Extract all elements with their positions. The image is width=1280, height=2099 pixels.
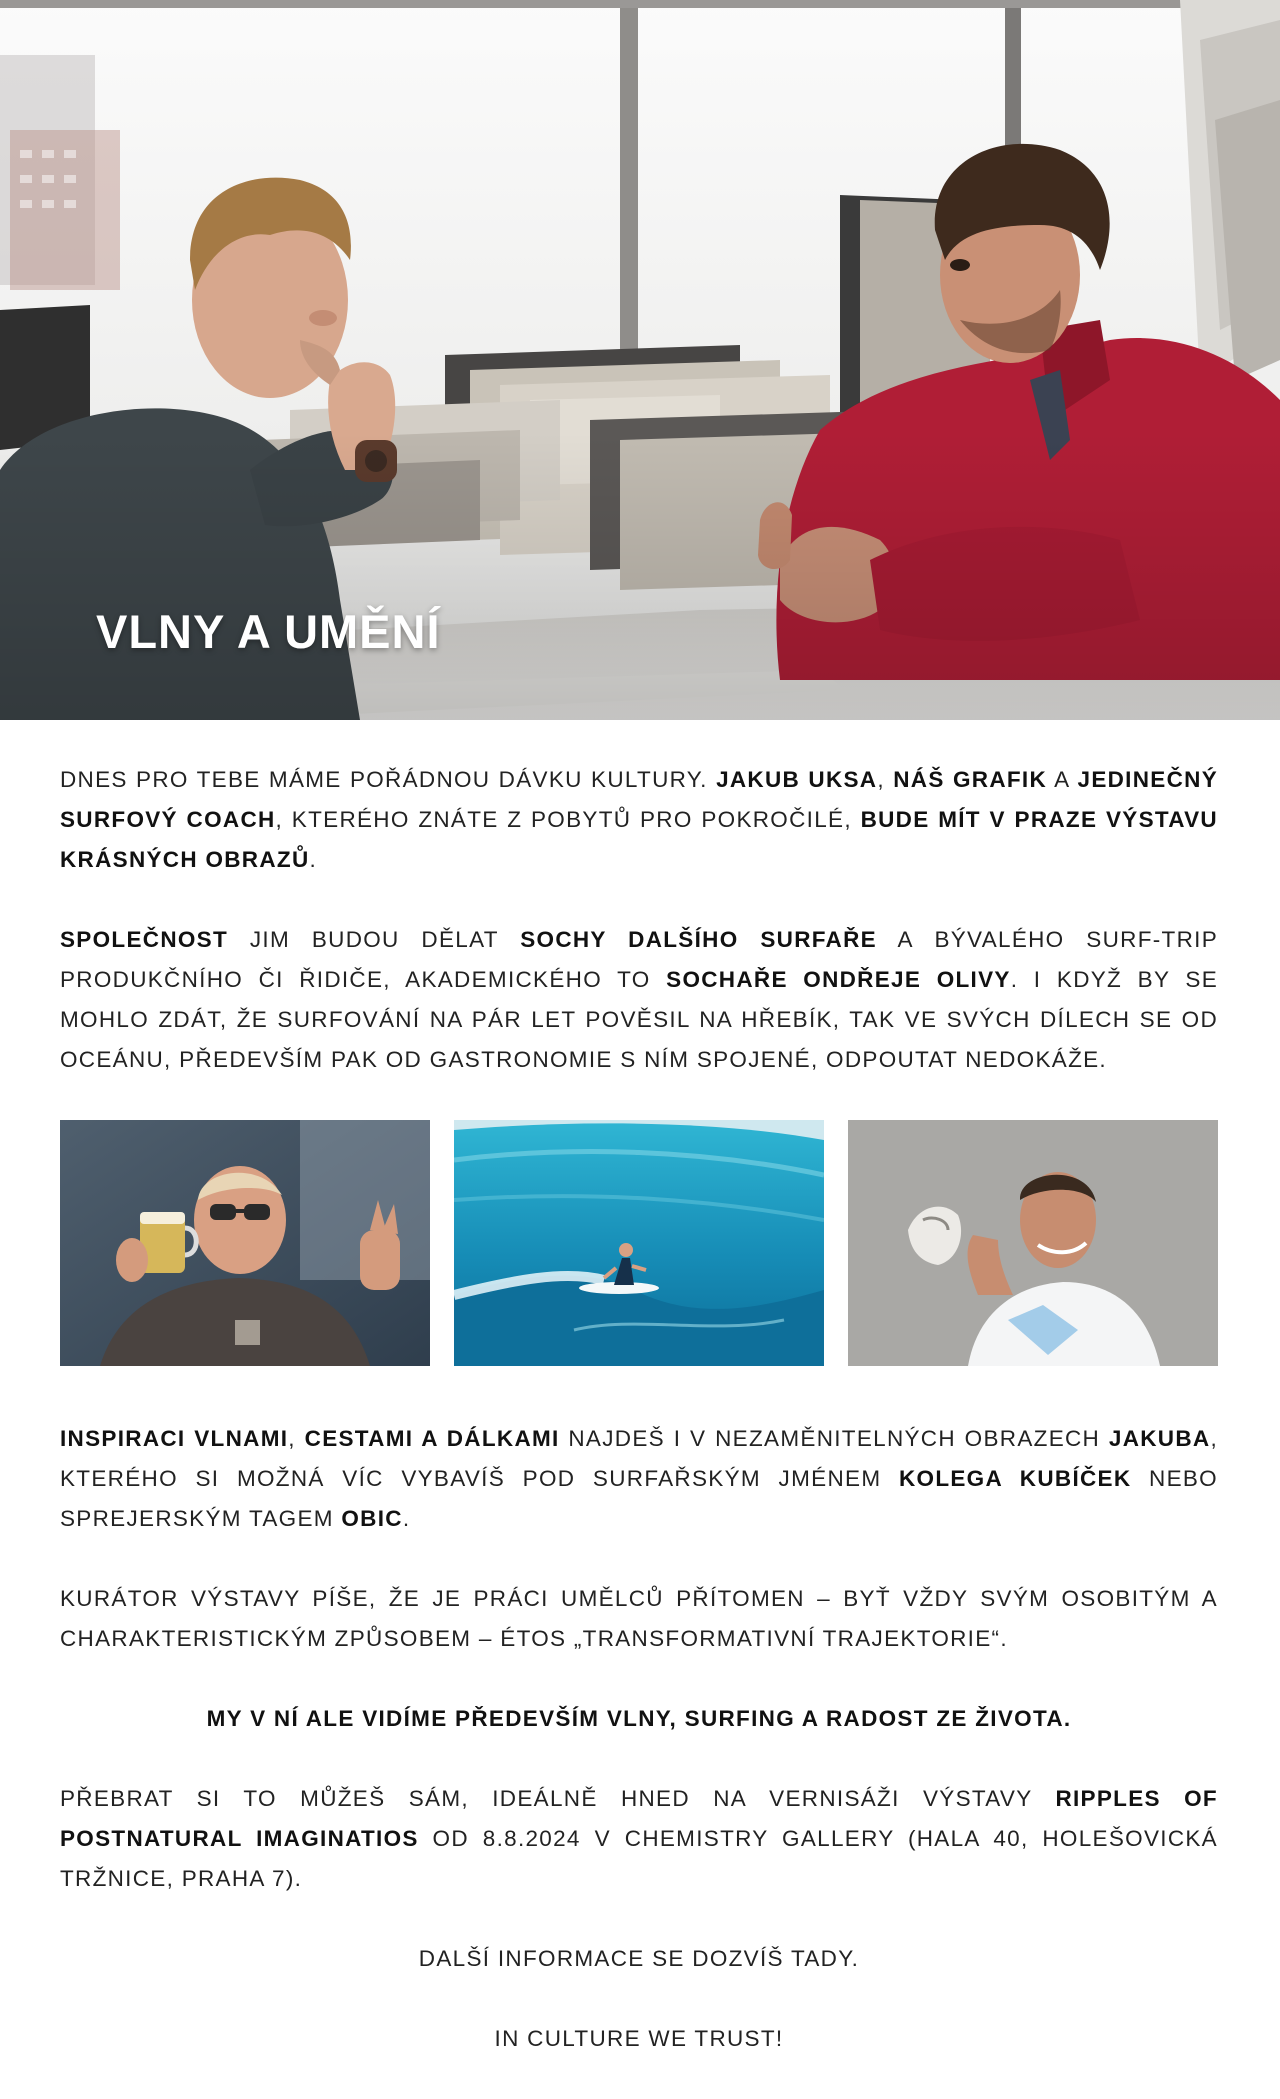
text-segment: NEBO SPREJERSKÝM TAGEM xyxy=(60,1466,1218,1531)
text-segment: , KTERÉHO ZNÁTE Z POBYTŮ PRO POKROČILÉ, xyxy=(275,807,861,832)
paragraph-intro xyxy=(60,760,1218,880)
text-segment: DNES PRO TEBE MÁME POŘÁDNOU DÁVKU KULTURY. xyxy=(60,767,717,792)
text-segment: DALŠÍ INFORMACE SE DOZVÍŠ TADY. xyxy=(418,1946,860,1971)
gallery-photo-2 xyxy=(454,1120,824,1366)
more-info-link[interactable] xyxy=(60,1939,1218,1979)
emphasized-text: NÁŠ GRAFIK xyxy=(893,767,1048,792)
text-segment: PŘEBRAT SI TO MŮŽEŠ SÁM, IDEÁLNĚ HNED NA VERNISÁŽI VÝSTAVY xyxy=(60,1786,1056,1811)
text-segment: . xyxy=(309,847,318,872)
text-segment: . xyxy=(402,1506,411,1531)
emphasized-text: OBIC xyxy=(341,1506,403,1531)
emphasized-text: MY V NÍ ALE VIDÍME PŘEDEVŠÍM VLNY, SURFING A RADOST ZE ŽIVOTA. xyxy=(206,1706,1072,1731)
emphasized-text: JAKUBA xyxy=(1108,1426,1211,1451)
emphasized-text: JEDINEČNÝ SURFOVÝ COACH xyxy=(60,767,1218,832)
paragraph-inspiration xyxy=(60,1419,1218,1539)
emphasized-text: SPOLEČNOST xyxy=(60,927,229,952)
emphasized-text: KOLEGA KUBÍČEK xyxy=(898,1466,1132,1491)
paragraph-vernissage xyxy=(60,1779,1218,1899)
photo-gallery xyxy=(60,1120,1218,1366)
emphasized-text: INSPIRACI VLNAMI xyxy=(60,1426,289,1451)
text-segment: , KTERÉHO SI MOŽNÁ VÍC VYBAVÍŠ POD SURFAŘSKÝM JMÉNEM xyxy=(60,1426,1219,1491)
text-segment: . I KDYŽ BY SE MOHLO ZDÁT, ŽE SURFOVÁNÍ NA PÁR LET POVĚSIL NA HŘEBÍK, TAK VE SVÝCH DÍLECH SE OD OCEÁNU, PŘEDEVŠÍM PAK OD GASTRONOMIE S NÍM SPOJENÉ, ODPOUTAT NEDOKÁŽE. xyxy=(60,967,1218,1072)
emphasized-text: JAKUB UKSA xyxy=(716,767,878,792)
emphasized-text: BUDE MÍT V PRAZE VÝSTAVU KRÁSNÝCH OBRAZŮ xyxy=(60,807,1218,872)
text-segment: IN CULTURE WE TRUST! xyxy=(494,2026,784,2051)
gallery-photo-1 xyxy=(60,1120,430,1366)
man-with-beer-photo xyxy=(60,1120,430,1366)
text-segment: OD 8.8.2024 V CHEMISTRY GALLERY (HALA 40, HOLEŠOVICKÁ TRŽNICE, PRAHA 7). xyxy=(60,1826,1218,1891)
hero-banner xyxy=(0,0,1280,720)
article-body xyxy=(60,760,1218,2099)
text-segment: A BÝVALÉHO SURF-TRIP PRODUKČNÍHO ČI ŘIDIČE, AKADEMICKÉHO TO xyxy=(60,927,1218,992)
emphasized-text: RIPPLES OF POSTNATURAL IMAGINATIOS xyxy=(60,1786,1218,1851)
text-segment: JIM BUDOU DĚLAT xyxy=(228,927,521,952)
text-segment: NAJDEŠ I V NEZAMĚNITELNÝCH OBRAZECH xyxy=(559,1426,1109,1451)
man-holding-sculpture-photo xyxy=(848,1120,1218,1366)
paragraph-sculptor xyxy=(60,920,1218,1080)
text-segment: KURÁTOR VÝSTAVY PÍŠE, ŽE JE PRÁCI UMĚLCŮ PŘÍTOMEN – BYŤ VŽDY SVÝM OSOBITÝM A CHARAKTERISTICKÝM ZPŮSOBEM – ÉTOS „TRANSFORMATIVNÍ TRAJEKTORIE“. xyxy=(60,1586,1218,1651)
text-segment: , xyxy=(877,767,894,792)
paragraph-curator xyxy=(60,1579,1218,1659)
closing-slogan xyxy=(60,2019,1218,2059)
hero-title: VLNY A UMĚNÍ xyxy=(96,605,441,658)
paragraph-highlight xyxy=(60,1699,1218,1739)
text-segment: A xyxy=(1047,767,1078,792)
emphasized-text: SOCHY DALŠÍHO SURFAŘE xyxy=(520,927,877,952)
surfer-on-wave-photo xyxy=(454,1120,824,1366)
text-segment: , xyxy=(288,1426,305,1451)
emphasized-text: CESTAMI A DÁLKAMI xyxy=(304,1426,560,1451)
gallery-photo-3 xyxy=(848,1120,1218,1366)
emphasized-text: SOCHAŘE ONDŘEJE OLIVY xyxy=(666,967,1011,992)
